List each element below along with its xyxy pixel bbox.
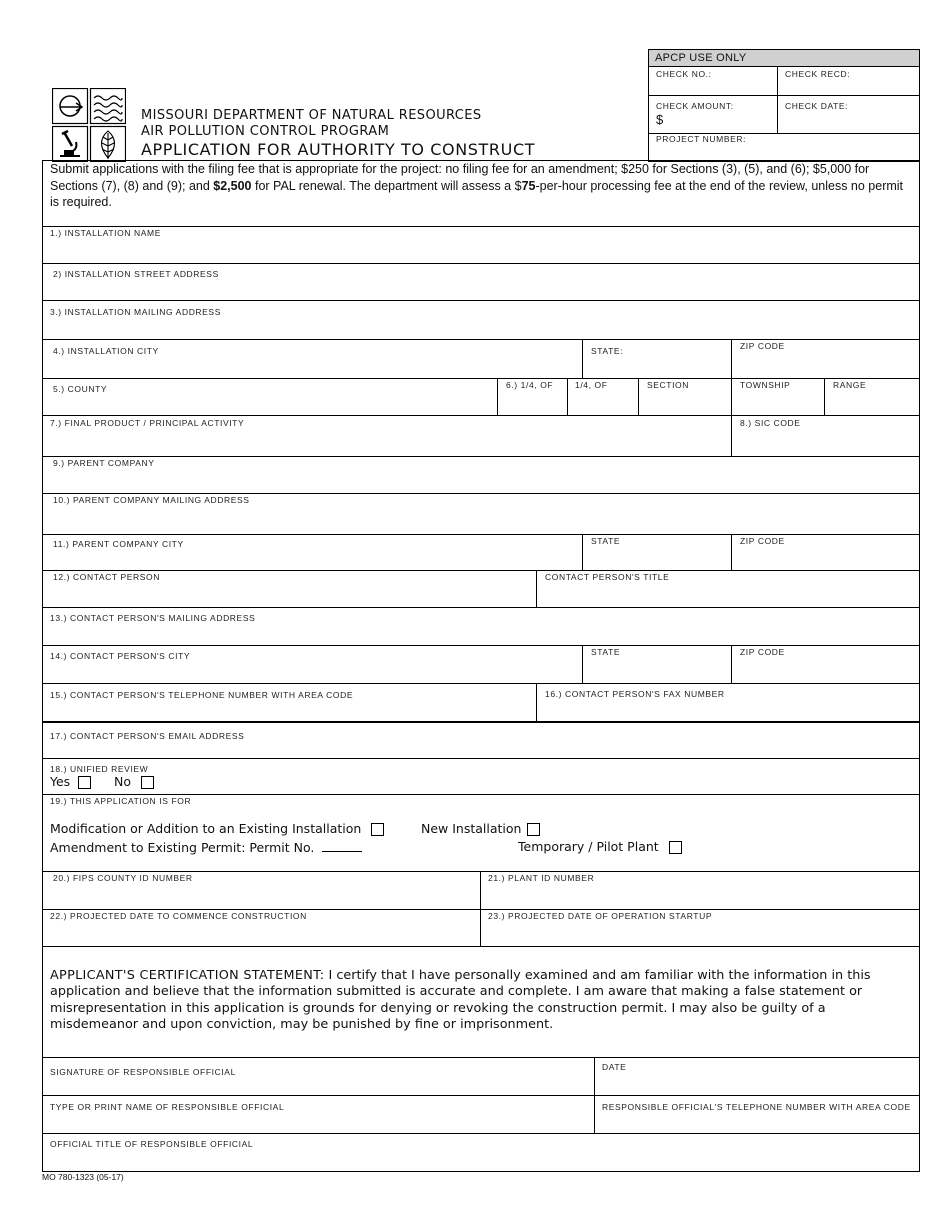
parent-company-state-label: STATE xyxy=(591,536,621,546)
check-recd-label: CHECK RECD: xyxy=(785,69,851,79)
contact-zip-label: ZIP CODE xyxy=(740,647,785,657)
department-name: MISSOURI DEPARTMENT OF NATURAL RESOURCES xyxy=(141,108,482,123)
project-number-label: PROJECT NUMBER: xyxy=(656,134,747,144)
new-installation-option: New Installation xyxy=(421,821,540,836)
apcp-use-only-box xyxy=(648,49,920,162)
certification-heading: APPLICANT'S CERTIFICATION STATEMENT: xyxy=(50,968,325,983)
check-no-label: CHECK NO.: xyxy=(656,69,712,79)
official-name-label: TYPE OR PRINT NAME OF RESPONSIBLE OFFICIAL xyxy=(50,1102,285,1112)
parent-company-zip-label: ZIP CODE xyxy=(740,536,785,546)
installation-zip-label: ZIP CODE xyxy=(740,341,785,351)
contact-mailing-address-label: 13.) CONTACT PERSON'S MAILING ADDRESS xyxy=(50,613,256,623)
form-number: MO 780-1323 (05-17) xyxy=(42,1172,124,1182)
apcp-heading: APCP USE ONLY xyxy=(649,50,919,67)
modification-option: Modification or Addition to an Existing Installation xyxy=(50,821,384,836)
official-phone-label: RESPONSIBLE OFFICIAL'S TELEPHONE NUMBER WITH AREA CODE xyxy=(602,1102,911,1112)
commence-construction-label: 22.) PROJECTED DATE TO COMMENCE CONSTRUCTION xyxy=(50,911,307,921)
temporary-pilot-option: Temporary / Pilot Plant xyxy=(518,839,682,854)
form-title: APPLICATION FOR AUTHORITY TO CONSTRUCT xyxy=(141,140,536,159)
unified-review-no: No xyxy=(114,774,154,789)
contact-person-title-label: CONTACT PERSON'S TITLE xyxy=(545,572,670,582)
contact-person-label: 12.) CONTACT PERSON xyxy=(53,572,160,582)
township-label: TOWNSHIP xyxy=(740,380,791,390)
sic-code-label: 8.) SIC CODE xyxy=(740,418,801,428)
contact-city-label: 14.) CONTACT PERSON'S CITY xyxy=(50,651,191,661)
parent-company-label: 9.) PARENT COMPANY xyxy=(53,458,155,468)
operation-startup-label: 23.) PROJECTED DATE OF OPERATION STARTUP xyxy=(488,911,713,921)
program-name: AIR POLLUTION CONTROL PROGRAM xyxy=(141,124,390,139)
plant-id-label: 21.) PLANT ID NUMBER xyxy=(488,873,595,883)
parent-company-city-label: 11.) PARENT COMPANY CITY xyxy=(53,539,184,549)
amendment-option: Amendment to Existing Permit: Permit No. xyxy=(50,839,362,855)
unified-review-yes-checkbox[interactable] xyxy=(78,776,91,789)
installation-mailing-address-label: 3.) INSTALLATION MAILING ADDRESS xyxy=(50,307,221,317)
unified-review-yes: Yes xyxy=(50,774,91,789)
airplane-icon xyxy=(53,89,88,124)
new-installation-checkbox[interactable] xyxy=(527,823,540,836)
signature-label: SIGNATURE OF RESPONSIBLE OFFICIAL xyxy=(50,1067,236,1077)
contact-state-label: STATE xyxy=(591,647,621,657)
county-label: 5.) COUNTY xyxy=(53,384,108,394)
modification-checkbox[interactable] xyxy=(371,823,384,836)
permit-number-field[interactable] xyxy=(322,839,362,852)
section-label: SECTION xyxy=(647,380,689,390)
certification-statement: APPLICANT'S CERTIFICATION STATEMENT: I certify that I have personally examined and am familiar with the information in this application and believe that the information submitted is accurate and complete. I am aware that making a false statement or misrepresentation in this application is grounds for denying or revoking the construction permit. I may also be guilty of a misdemeanor and upon conviction, may be punished by fine or imprisonment. xyxy=(50,968,871,1032)
installation-city-label: 4.) INSTALLATION CITY xyxy=(53,346,159,356)
parent-company-mailing-address-label: 10.) PARENT COMPANY MAILING ADDRESS xyxy=(53,495,250,505)
dollar-sign: $ xyxy=(656,112,664,127)
contact-telephone-label: 15.) CONTACT PERSON'S TELEPHONE NUMBER WITH AREA CODE xyxy=(50,690,354,700)
dnr-logo xyxy=(52,88,126,162)
quarter-of-label-2: 1/4, OF xyxy=(575,380,608,390)
range-label: RANGE xyxy=(833,380,867,390)
temporary-pilot-checkbox[interactable] xyxy=(669,841,682,854)
filing-instructions: Submit applications with the filing fee that is appropriate for the project: no filing fee for an amendment; $250 for Sections (3), (5), and (6); $5,000 for Sections (7), (8) and (9); and $2,500 for PAL renewal. The department will assess a $75-per-hour processing fee at the end of the review, unless no permit is required. xyxy=(50,162,904,209)
check-amount-label: CHECK AMOUNT: xyxy=(656,101,734,111)
signature-date-label: DATE xyxy=(602,1062,627,1072)
fips-county-id-label: 20.) FIPS COUNTY ID NUMBER xyxy=(53,873,193,883)
check-date-label: CHECK DATE: xyxy=(785,101,849,111)
installation-name-label: 1.) INSTALLATION NAME xyxy=(50,228,161,238)
installation-state-label: STATE: xyxy=(591,346,624,356)
installation-street-address-label: 2) INSTALLATION STREET ADDRESS xyxy=(53,269,219,279)
quarter-of-label: 6.) 1/4, OF xyxy=(506,380,554,390)
unified-review-no-checkbox[interactable] xyxy=(141,776,154,789)
contact-fax-label: 16.) CONTACT PERSON'S FAX NUMBER xyxy=(545,689,725,699)
unified-review-label: 18.) UNIFIED REVIEW xyxy=(50,764,149,774)
final-product-label: 7.) FINAL PRODUCT / PRINCIPAL ACTIVITY xyxy=(50,418,245,428)
official-title-label: OFFICIAL TITLE OF RESPONSIBLE OFFICIAL xyxy=(50,1139,254,1149)
contact-email-label: 17.) CONTACT PERSON'S EMAIL ADDRESS xyxy=(50,731,245,741)
application-is-for-label: 19.) THIS APPLICATION IS FOR xyxy=(50,796,192,806)
